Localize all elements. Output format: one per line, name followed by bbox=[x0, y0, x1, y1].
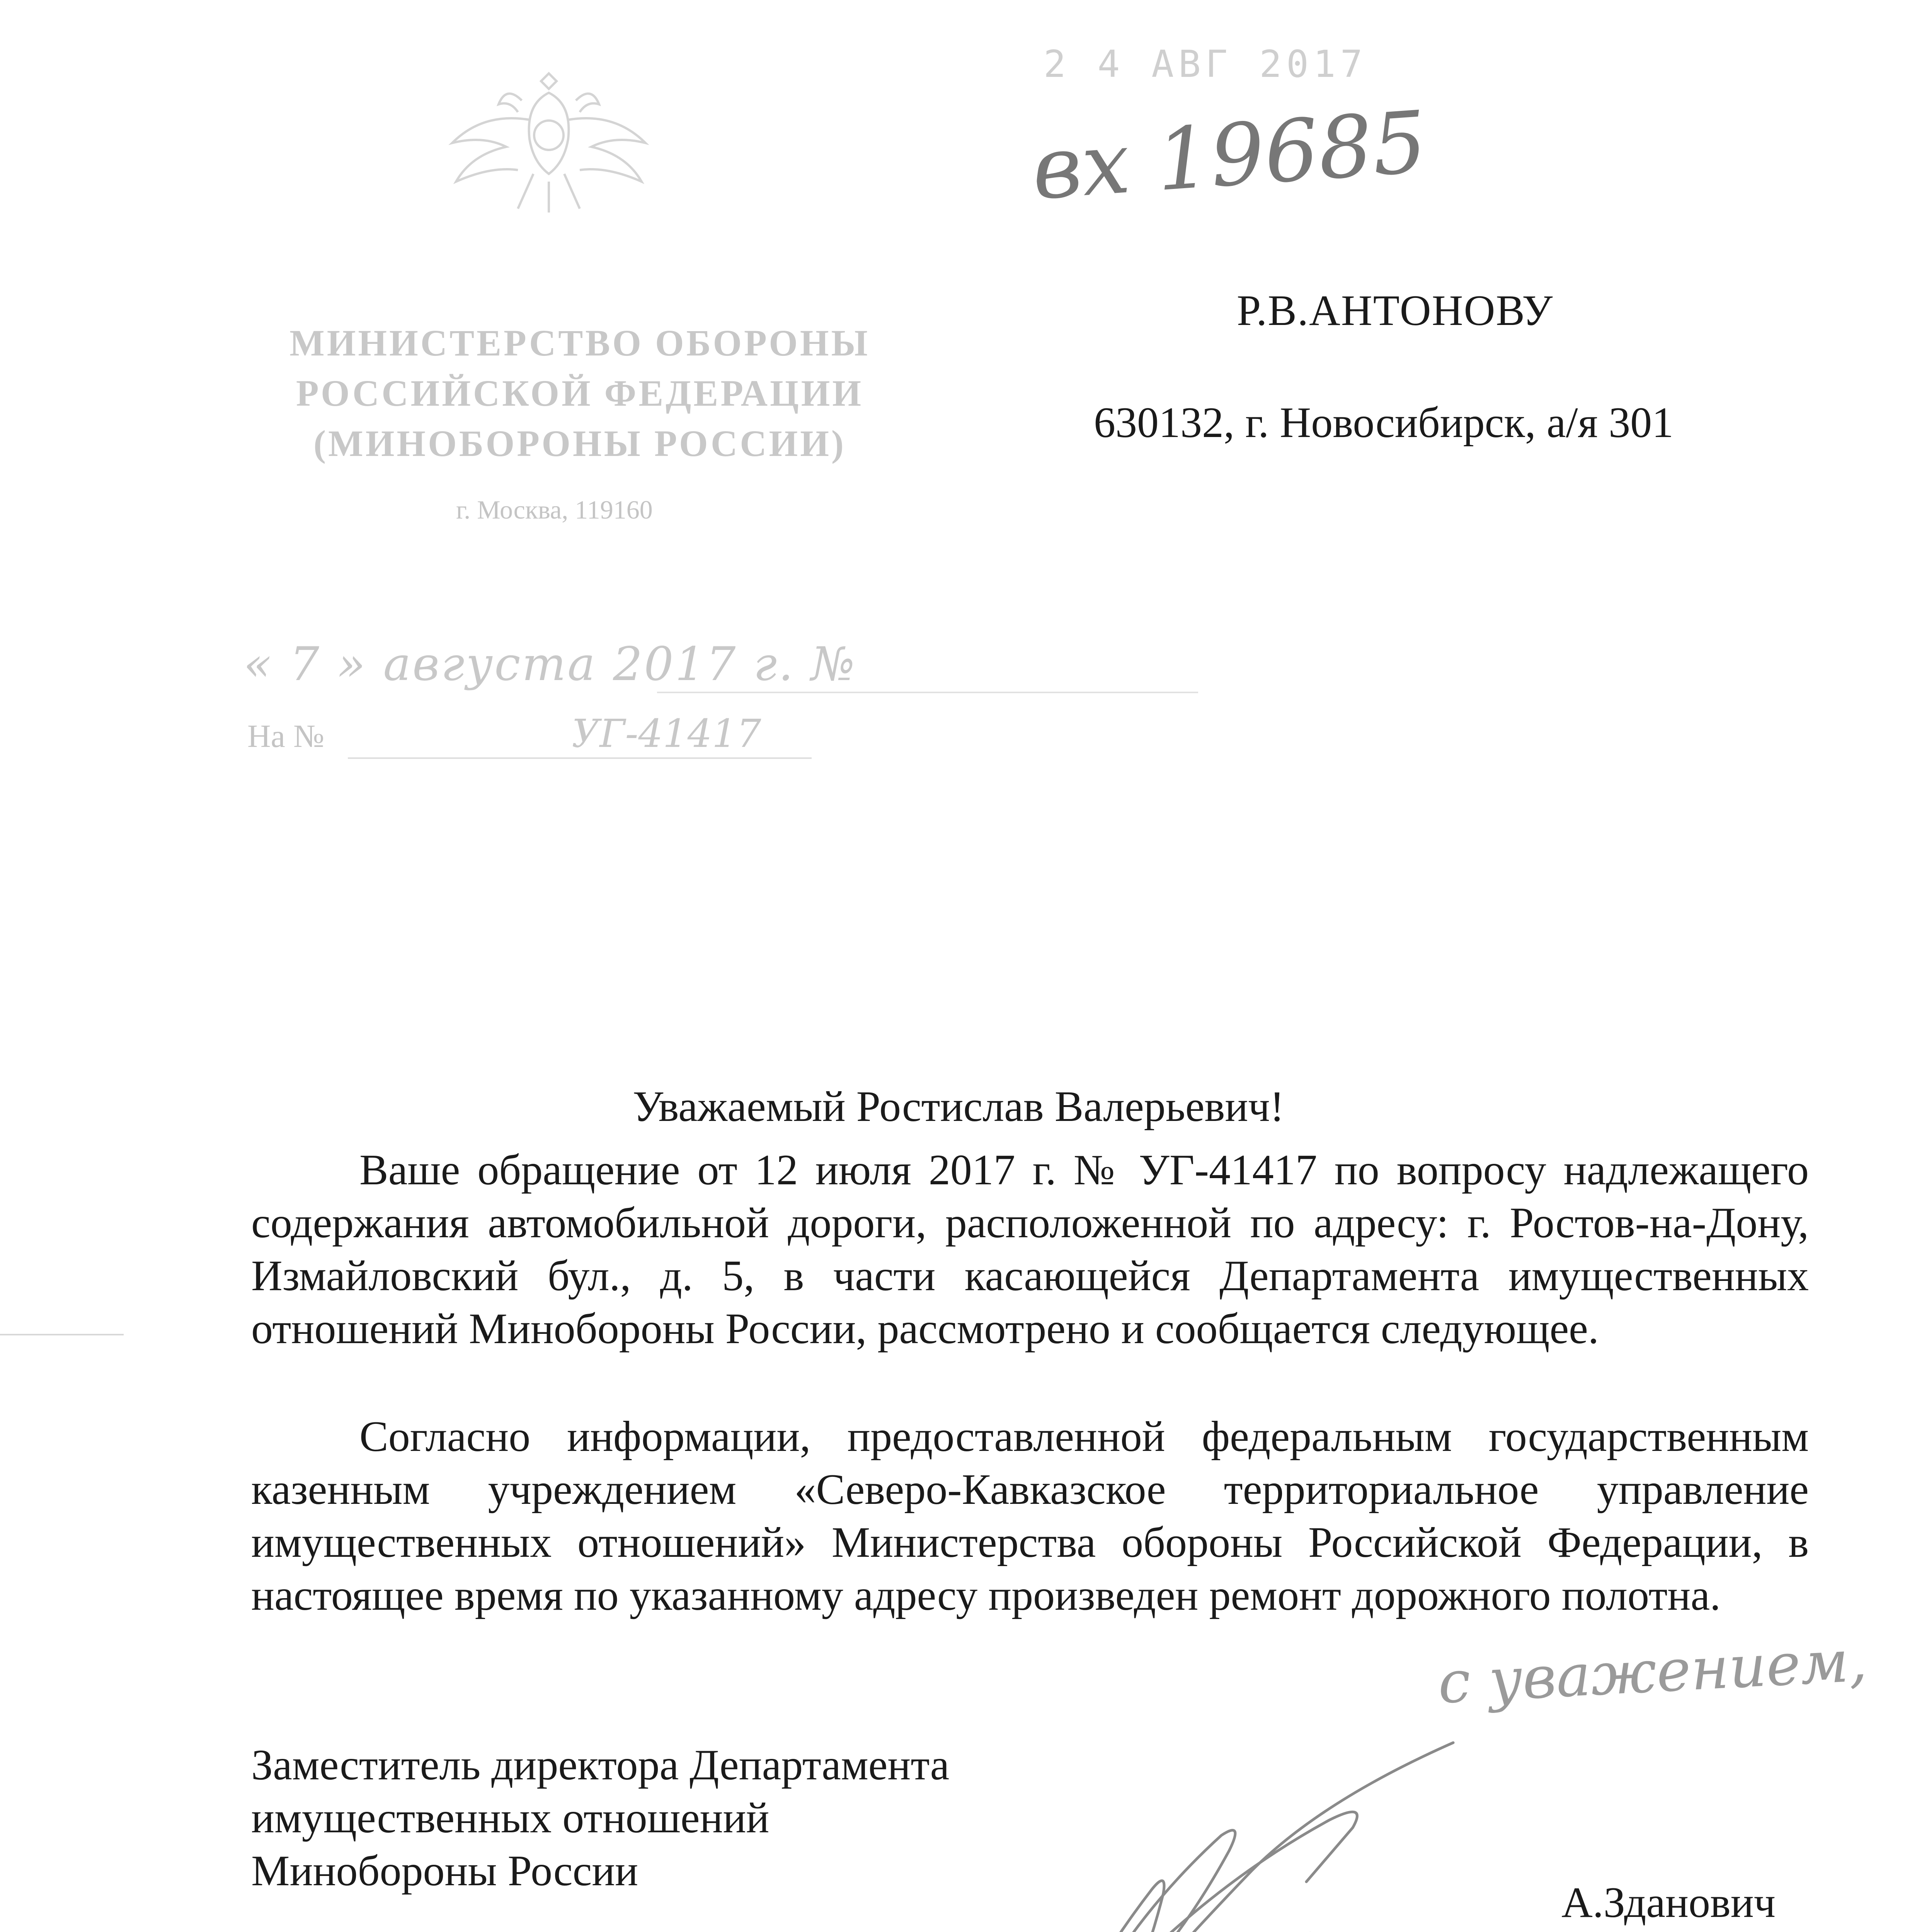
scan-margin-mark bbox=[0, 1333, 124, 1336]
signatory-position-line3: Минобороны России bbox=[251, 1847, 638, 1895]
reference-label: На № bbox=[247, 718, 325, 754]
signatory-position-line2: имущественных отношений bbox=[251, 1794, 770, 1842]
reference-underline bbox=[348, 757, 812, 759]
letterhead-org-line3: (МИНОБОРОНЫ РОССИИ) bbox=[313, 423, 846, 464]
incoming-stamp-date: 2 4 АВГ 2017 bbox=[1044, 43, 1367, 86]
handwritten-closing: с уважением, bbox=[1436, 1627, 1869, 1717]
salutation: Уважаемый Ростислав Валерьевич! bbox=[633, 1083, 1284, 1131]
letterhead-org-line2: РОССИЙСКОЙ ФЕДЕРАЦИИ bbox=[296, 372, 864, 414]
body-paragraph-2: Согласно информации, предоставленной федеральным государственным казенным учреждением «Северо-Кавказское территориальное управление имущественных отношений» Министерства обороны Российской Федерации, в настоящее время по указанному адресу произведен ремонт дорожного полотна. bbox=[251, 1413, 1809, 1619]
addressee-address: 630132, г. Новосибирск, а/я 301 bbox=[1094, 399, 1674, 447]
body-paragraph-1: Ваше обращение от 12 июля 2017 г. № УГ-41417 по вопросу надлежащего содержания автомобильной дороги, расположенной по адресу: г. Ростов-на-Дону, Измайловский бул., д. 5, в части касающейся Департамента имущественных отношений Минобороны России, рассмотрено и сообщается следующее. bbox=[251, 1146, 1809, 1353]
signatory-position-line1: Заместитель директора Департамента bbox=[251, 1741, 950, 1789]
reference-row bbox=[247, 711, 761, 756]
letterhead-city: г. Москва, 119160 bbox=[456, 495, 653, 524]
incoming-stamp-number: вх 19685 bbox=[1029, 92, 1430, 219]
letterhead-org-line1: МИНИСТЕРСТВО ОБОРОНЫ bbox=[289, 322, 870, 364]
double-headed-eagle-icon bbox=[433, 58, 665, 220]
date-underline bbox=[657, 692, 1198, 693]
reference-handwritten: УГ-41417 bbox=[572, 711, 761, 756]
handwritten-signature-icon bbox=[966, 1719, 1546, 1932]
addressee-name: Р.В.АНТОНОВУ bbox=[1237, 287, 1554, 335]
signatory-name: А.Зданович bbox=[1561, 1879, 1776, 1927]
outgoing-date-row: « 7 » августа 2017 г. № bbox=[243, 638, 856, 691]
